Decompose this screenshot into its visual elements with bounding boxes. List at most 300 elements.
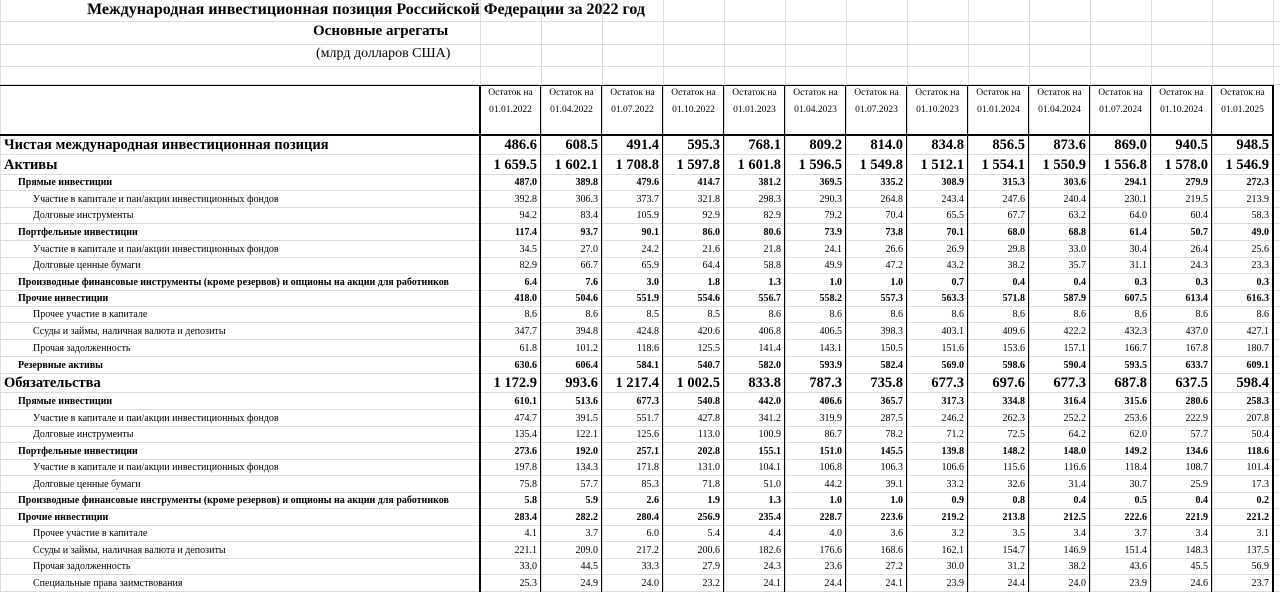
table-cell: 65.9 — [641, 260, 659, 271]
table-cell: 122.1 — [575, 429, 598, 440]
table-cell: 0.3 — [1134, 277, 1147, 288]
table-cell: 221.9 — [1185, 512, 1208, 523]
table-cell: 68.8 — [1068, 227, 1086, 238]
column-header — [968, 85, 1029, 135]
table-row — [0, 340, 1280, 357]
table-cell: 584.1 — [636, 360, 659, 371]
table-cell: 308.9 — [941, 177, 964, 188]
table-cell: 80.6 — [763, 227, 781, 238]
table-cell: 0.4 — [1073, 277, 1086, 288]
table-cell: 1.8 — [707, 277, 720, 288]
table-cell: 219.5 — [1185, 194, 1208, 205]
table-cell: 47.2 — [885, 260, 903, 271]
table-cell: 17.3 — [1251, 479, 1269, 490]
table-cell: 315.6 — [1124, 396, 1147, 407]
table-cell: 146.9 — [1063, 545, 1086, 556]
table-cell: 162.1 — [941, 545, 964, 556]
table-cell: 58.8 — [763, 260, 781, 271]
table-cell: 49.0 — [1251, 227, 1269, 238]
table-row — [0, 427, 1280, 443]
table-cell: 409.6 — [1002, 326, 1025, 337]
row-label: Прочие инвестиции — [18, 293, 109, 304]
table-cell: 24.1 — [885, 578, 903, 589]
table-cell: 422.2 — [1063, 326, 1086, 337]
table-cell: 414.7 — [697, 177, 720, 188]
table-cell: 31.2 — [1007, 561, 1025, 572]
table-cell: 217.2 — [636, 545, 659, 556]
row-label: Долговые инструменты — [33, 210, 134, 221]
table-cell: 4.1 — [524, 528, 537, 539]
table-cell: 118.6 — [636, 343, 659, 354]
table-cell: 252.2 — [1063, 413, 1086, 424]
table-cell: 317.3 — [941, 396, 964, 407]
table-cell: 38.2 — [1007, 260, 1025, 271]
table-cell: 474.7 — [514, 413, 537, 424]
column-header-prefix: Остаток на — [549, 88, 594, 98]
table-cell: 240.4 — [1063, 194, 1086, 205]
column-header-date: 01.04.2022 — [550, 105, 593, 115]
table-cell: 0.4 — [1073, 495, 1086, 506]
table-cell: 148.2 — [1002, 446, 1025, 457]
row-label: Прямые инвестиции — [18, 177, 113, 188]
table-cell: 90.1 — [641, 227, 659, 238]
table-cell: 0.7 — [951, 277, 964, 288]
table-cell: 222.9 — [1185, 413, 1208, 424]
table-cell: 8.6 — [829, 309, 842, 320]
table-cell: 630.6 — [514, 360, 537, 371]
table-cell: 427.1 — [1246, 326, 1269, 337]
table-cell: 149.2 — [1124, 446, 1147, 457]
row-label: Специальные права заимствования — [33, 578, 183, 589]
table-cell: 30.4 — [1129, 244, 1147, 255]
table-cell: 35.7 — [1068, 260, 1086, 271]
table-cell: 44.2 — [824, 479, 842, 490]
table-cell: 26.4 — [1190, 244, 1208, 255]
table-cell: 61.8 — [519, 343, 537, 354]
table-cell: 221.1 — [514, 545, 537, 556]
table-cell: 394.8 — [575, 326, 598, 337]
column-header — [480, 85, 541, 135]
table-cell: 427.8 — [697, 413, 720, 424]
table-cell: 93.7 — [580, 227, 598, 238]
table-cell: 0.4 — [1012, 277, 1025, 288]
table-cell: 75.8 — [519, 479, 537, 490]
table-cell: 235.4 — [758, 512, 781, 523]
table-cell: 171.8 — [636, 462, 659, 473]
table-cell: 8.6 — [524, 309, 537, 320]
table-cell: 294.1 — [1124, 177, 1147, 188]
table-cell: 113.0 — [697, 429, 720, 440]
table-cell: 3.4 — [1073, 528, 1086, 539]
table-cell: 1 597.8 — [676, 157, 720, 173]
table-cell: 57.7 — [580, 479, 598, 490]
table-cell: 341.2 — [758, 413, 781, 424]
table-cell: 139.8 — [941, 446, 964, 457]
table-cell: 598.4 — [1236, 375, 1269, 391]
report-subtitle: Основные агрегаты — [313, 23, 449, 39]
table-cell: 8.6 — [890, 309, 903, 320]
table-cell: 24.0 — [1068, 578, 1086, 589]
table-cell: 108.7 — [1185, 462, 1208, 473]
table-cell: 143.1 — [819, 343, 842, 354]
table-cell: 283.4 — [514, 512, 537, 523]
table-cell: 64.0 — [1129, 210, 1147, 221]
table-cell: 687.8 — [1114, 375, 1147, 391]
table-cell: 207.8 — [1246, 413, 1269, 424]
table-cell: 25.3 — [519, 578, 537, 589]
column-header-prefix: Остаток на — [793, 88, 838, 98]
table-cell: 282.2 — [575, 512, 598, 523]
table-cell: 167.8 — [1185, 343, 1208, 354]
table-row — [0, 493, 1280, 509]
table-cell: 131.0 — [697, 462, 720, 473]
column-header — [663, 85, 724, 135]
table-cell: 1.0 — [890, 495, 903, 506]
table-cell: 58.3 — [1251, 210, 1269, 221]
table-cell: 24.9 — [580, 578, 598, 589]
column-header-date: 01.07.2023 — [855, 105, 898, 115]
table-cell: 369.5 — [819, 177, 842, 188]
table-cell: 1.9 — [707, 495, 720, 506]
table-row — [0, 559, 1280, 575]
table-cell: 115.6 — [1002, 462, 1025, 473]
table-cell: 94.2 — [519, 210, 537, 221]
table-cell: 148.0 — [1063, 446, 1086, 457]
table-cell: 50.4 — [1251, 429, 1269, 440]
table-cell: 125.5 — [697, 343, 720, 354]
table-cell: 65.5 — [946, 210, 964, 221]
table-cell: 23.3 — [1251, 260, 1269, 271]
table-cell: 306.3 — [575, 194, 598, 205]
table-cell: 63.2 — [1068, 210, 1086, 221]
table-cell: 3.2 — [951, 528, 964, 539]
table-cell: 3.7 — [585, 528, 598, 539]
table-cell: 176.6 — [819, 545, 842, 556]
table-cell: 571.8 — [1002, 293, 1025, 304]
table-cell: 587.9 — [1063, 293, 1086, 304]
table-row — [0, 208, 1280, 224]
table-cell: 134.6 — [1185, 446, 1208, 457]
table-cell: 82.9 — [763, 210, 781, 221]
column-header — [785, 85, 846, 135]
table-cell: 4.4 — [768, 528, 781, 539]
table-cell: 6.4 — [524, 277, 537, 288]
table-cell: 554.6 — [697, 293, 720, 304]
table-cell: 43.2 — [946, 260, 964, 271]
table-cell: 27.9 — [702, 561, 720, 572]
table-cell: 940.5 — [1175, 137, 1208, 153]
column-header-prefix: Остаток на — [1159, 88, 1204, 98]
table-cell: 154.7 — [1002, 545, 1025, 556]
column-header — [724, 85, 785, 135]
column-header-date: 01.07.2024 — [1099, 105, 1142, 115]
table-cell: 31.4 — [1068, 479, 1086, 490]
table-cell: 64.2 — [1068, 429, 1086, 440]
table-cell: 442.0 — [758, 396, 781, 407]
table-cell: 64.4 — [702, 260, 720, 271]
table-row — [0, 460, 1280, 476]
row-label: Прочая задолженность — [33, 561, 131, 572]
table-cell: 27.2 — [885, 561, 903, 572]
table-cell: 262.3 — [1002, 413, 1025, 424]
row-label: Участие в капитале и паи/акции инвестиционных фондов — [33, 194, 279, 205]
table-cell: 610.1 — [514, 396, 537, 407]
table-cell: 151.6 — [941, 343, 964, 354]
table-cell: 365.7 — [880, 396, 903, 407]
row-label: Резервные активы — [18, 360, 103, 371]
table-cell: 398.3 — [880, 326, 903, 337]
table-cell: 51.0 — [763, 479, 781, 490]
row-label: Долговые ценные бумаги — [33, 479, 141, 490]
table-cell: 8.5 — [646, 309, 659, 320]
column-header-date: 01.01.2024 — [977, 105, 1020, 115]
row-label: Портфельные инвестиции — [18, 446, 138, 457]
table-cell: 556.7 — [758, 293, 781, 304]
table-cell: 44.5 — [580, 561, 598, 572]
table-cell: 993.6 — [565, 375, 598, 391]
table-cell: 71.2 — [946, 429, 964, 440]
table-cell: 70.1 — [946, 227, 964, 238]
table-cell: 24.3 — [763, 561, 781, 572]
table-cell: 213.9 — [1246, 194, 1269, 205]
table-cell: 1 512.1 — [920, 157, 964, 173]
table-cell: 145.5 — [880, 446, 903, 457]
column-header — [1151, 85, 1212, 135]
table-cell: 1 549.8 — [859, 157, 903, 173]
table-cell: 3.5 — [1012, 528, 1025, 539]
row-label: Долговые инструменты — [33, 429, 134, 440]
table-cell: 168.6 — [880, 545, 903, 556]
table-cell: 595.3 — [687, 137, 720, 153]
table-cell: 613.4 — [1185, 293, 1208, 304]
column-header-prefix: Остаток на — [732, 88, 777, 98]
table-cell: 420.6 — [697, 326, 720, 337]
table-cell: 106.8 — [819, 462, 842, 473]
table-cell: 479.6 — [636, 177, 659, 188]
table-cell: 1 596.5 — [798, 157, 842, 173]
table-cell: 116.6 — [1063, 462, 1086, 473]
table-cell: 79.2 — [824, 210, 842, 221]
table-cell: 106.6 — [941, 462, 964, 473]
table-cell: 437.0 — [1185, 326, 1208, 337]
table-row — [0, 509, 1280, 526]
table-cell: 106.3 — [880, 462, 903, 473]
row-label: Активы — [4, 157, 58, 173]
table-cell: 23.9 — [946, 578, 964, 589]
table-row — [0, 307, 1280, 323]
table-cell: 135.4 — [514, 429, 537, 440]
column-header — [541, 85, 602, 135]
table-row — [0, 224, 1280, 241]
table-cell: 6.0 — [646, 528, 659, 539]
row-label: Чистая международная инвестиционная позиция — [4, 137, 329, 153]
table-cell: 607.5 — [1124, 293, 1147, 304]
table-cell: 1 554.1 — [981, 157, 1025, 173]
table-cell: 0.2 — [1256, 495, 1269, 506]
table-cell: 633.7 — [1185, 360, 1208, 371]
table-cell: 1 217.4 — [615, 375, 659, 391]
table-cell: 486.6 — [504, 137, 537, 153]
report-title: Международная инвестиционная позиция Российской Федерации за 2022 год — [87, 1, 646, 18]
table-cell: 298.3 — [758, 194, 781, 205]
table-cell: 23.6 — [824, 561, 842, 572]
table-cell: 38.2 — [1068, 561, 1086, 572]
table-cell: 24.4 — [1007, 578, 1025, 589]
table-cell: 31.1 — [1129, 260, 1147, 271]
column-header — [907, 85, 968, 135]
column-header-date: 01.01.2022 — [489, 105, 532, 115]
table-cell: 26.6 — [885, 244, 903, 255]
table-cell: 381.2 — [758, 177, 781, 188]
table-cell: 582.4 — [880, 360, 903, 371]
table-cell: 257.1 — [636, 446, 659, 457]
table-cell: 3.1 — [1256, 528, 1269, 539]
row-label: Участие в капитале и паи/акции инвестиционных фондов — [33, 244, 279, 255]
table-cell: 4.0 — [829, 528, 842, 539]
table-cell: 540.7 — [697, 360, 720, 371]
table-cell: 264.8 — [880, 194, 903, 205]
table-cell: 315.3 — [1002, 177, 1025, 188]
table-cell: 24.2 — [641, 244, 659, 255]
table-cell: 347.7 — [514, 326, 537, 337]
column-header-date: 01.10.2024 — [1160, 105, 1203, 115]
table-cell: 558.2 — [819, 293, 842, 304]
table-cell: 23.7 — [1251, 578, 1269, 589]
table-cell: 513.6 — [575, 396, 598, 407]
row-label: Прочие инвестиции — [18, 512, 109, 523]
table-cell: 253.6 — [1124, 413, 1147, 424]
table-cell: 5.9 — [585, 495, 598, 506]
table-row — [0, 191, 1280, 208]
table-cell: 582.0 — [758, 360, 781, 371]
table-cell: 24.1 — [824, 244, 842, 255]
table-cell: 0.3 — [1195, 277, 1208, 288]
table-cell: 608.5 — [565, 137, 598, 153]
table-cell: 391.5 — [575, 413, 598, 424]
table-cell: 0.4 — [1195, 495, 1208, 506]
table-cell: 50.7 — [1190, 227, 1208, 238]
table-cell: 1 546.9 — [1225, 157, 1269, 173]
table-cell: 504.6 — [575, 293, 598, 304]
row-label: Производные финансовые инструменты (кроме резервов) и опционы на акции для работников — [18, 277, 449, 288]
table-cell: 45.5 — [1190, 561, 1208, 572]
table-cell: 487.0 — [514, 177, 537, 188]
table-cell: 0.9 — [951, 495, 964, 506]
row-label: Прочее участие в капитале — [33, 528, 148, 539]
table-cell: 27.0 — [580, 244, 598, 255]
table-cell: 637.5 — [1175, 375, 1208, 391]
row-label: Производные финансовые инструменты (кроме резервов) и опционы на акции для работников — [18, 495, 449, 506]
table-cell: 403.1 — [941, 326, 964, 337]
column-header-prefix: Остаток на — [854, 88, 899, 98]
table-cell: 809.2 — [809, 137, 842, 153]
column-header-prefix: Остаток на — [976, 88, 1021, 98]
table-cell: 247.6 — [1002, 194, 1025, 205]
table-cell: 151.0 — [819, 446, 842, 457]
column-header-prefix: Остаток на — [915, 88, 960, 98]
table-cell: 72.5 — [1007, 429, 1025, 440]
table-cell: 1.3 — [768, 277, 781, 288]
row-label: Ссуды и займы, наличная валюта и депозиты — [33, 545, 226, 556]
table-cell: 30.7 — [1129, 479, 1147, 490]
table-cell: 155.1 — [758, 446, 781, 457]
table-cell: 335.2 — [880, 177, 903, 188]
table-cell: 213.8 — [1002, 512, 1025, 523]
table-cell: 787.3 — [809, 375, 842, 391]
table-cell: 21.8 — [763, 244, 781, 255]
table-cell: 1.0 — [829, 495, 842, 506]
table-cell: 24.3 — [1190, 260, 1208, 271]
table-cell: 8.6 — [1073, 309, 1086, 320]
table-cell: 33.2 — [946, 479, 964, 490]
table-cell: 273.6 — [514, 446, 537, 457]
table-cell: 1 601.8 — [737, 157, 781, 173]
table-cell: 5.8 — [524, 495, 537, 506]
table-cell: 319.9 — [819, 413, 842, 424]
column-header — [1212, 85, 1273, 135]
table-row — [0, 393, 1280, 410]
table-cell: 1.0 — [890, 277, 903, 288]
row-label: Долговые ценные бумаги — [33, 260, 141, 271]
table-cell: 34.5 — [519, 244, 537, 255]
table-cell: 24.4 — [824, 578, 842, 589]
table-cell: 67.7 — [1007, 210, 1025, 221]
table-cell: 424.8 — [636, 326, 659, 337]
table-row — [0, 155, 1280, 175]
table-cell: 56.9 — [1251, 561, 1269, 572]
table-cell: 30.0 — [946, 561, 964, 572]
row-label: Портфельные инвестиции — [18, 227, 138, 238]
row-label: Прочее участие в капитале — [33, 309, 148, 320]
table-cell: 66.7 — [580, 260, 598, 271]
table-row — [0, 410, 1280, 427]
table-cell: 228.7 — [819, 512, 842, 523]
table-cell: 200.6 — [697, 545, 720, 556]
table-cell: 856.5 — [992, 137, 1025, 153]
table-cell: 68.0 — [1007, 227, 1025, 238]
table-cell: 735.8 — [870, 375, 903, 391]
table-cell: 3.7 — [1134, 528, 1147, 539]
table-cell: 221.2 — [1246, 512, 1269, 523]
column-header-prefix: Остаток на — [488, 88, 533, 98]
table-cell: 86.7 — [824, 429, 842, 440]
table-cell: 768.1 — [748, 137, 781, 153]
table-cell: 272.3 — [1246, 177, 1269, 188]
table-cell: 418.0 — [514, 293, 537, 304]
column-header-prefix: Остаток на — [671, 88, 716, 98]
table-cell: 258.3 — [1246, 396, 1269, 407]
column-header-date: 01.04.2024 — [1038, 105, 1081, 115]
table-cell: 563.3 — [941, 293, 964, 304]
table-cell: 134.3 — [575, 462, 598, 473]
table-cell: 57.7 — [1190, 429, 1208, 440]
table-cell: 3.0 — [646, 277, 659, 288]
table-cell: 125.6 — [636, 429, 659, 440]
table-cell: 1 002.5 — [676, 375, 720, 391]
table-cell: 1 550.9 — [1042, 157, 1086, 173]
table-cell: 230.1 — [1124, 194, 1147, 205]
table-cell: 7.6 — [585, 277, 598, 288]
column-header — [602, 85, 663, 135]
table-cell: 287.5 — [880, 413, 903, 424]
column-header-date: 01.04.2023 — [794, 105, 837, 115]
table-cell: 334.8 — [1002, 396, 1025, 407]
table-cell: 100.9 — [758, 429, 781, 440]
table-row — [0, 175, 1280, 191]
table-cell: 406.6 — [819, 396, 842, 407]
row-label: Прямые инвестиции — [18, 396, 113, 407]
table-cell: 948.5 — [1236, 137, 1269, 153]
